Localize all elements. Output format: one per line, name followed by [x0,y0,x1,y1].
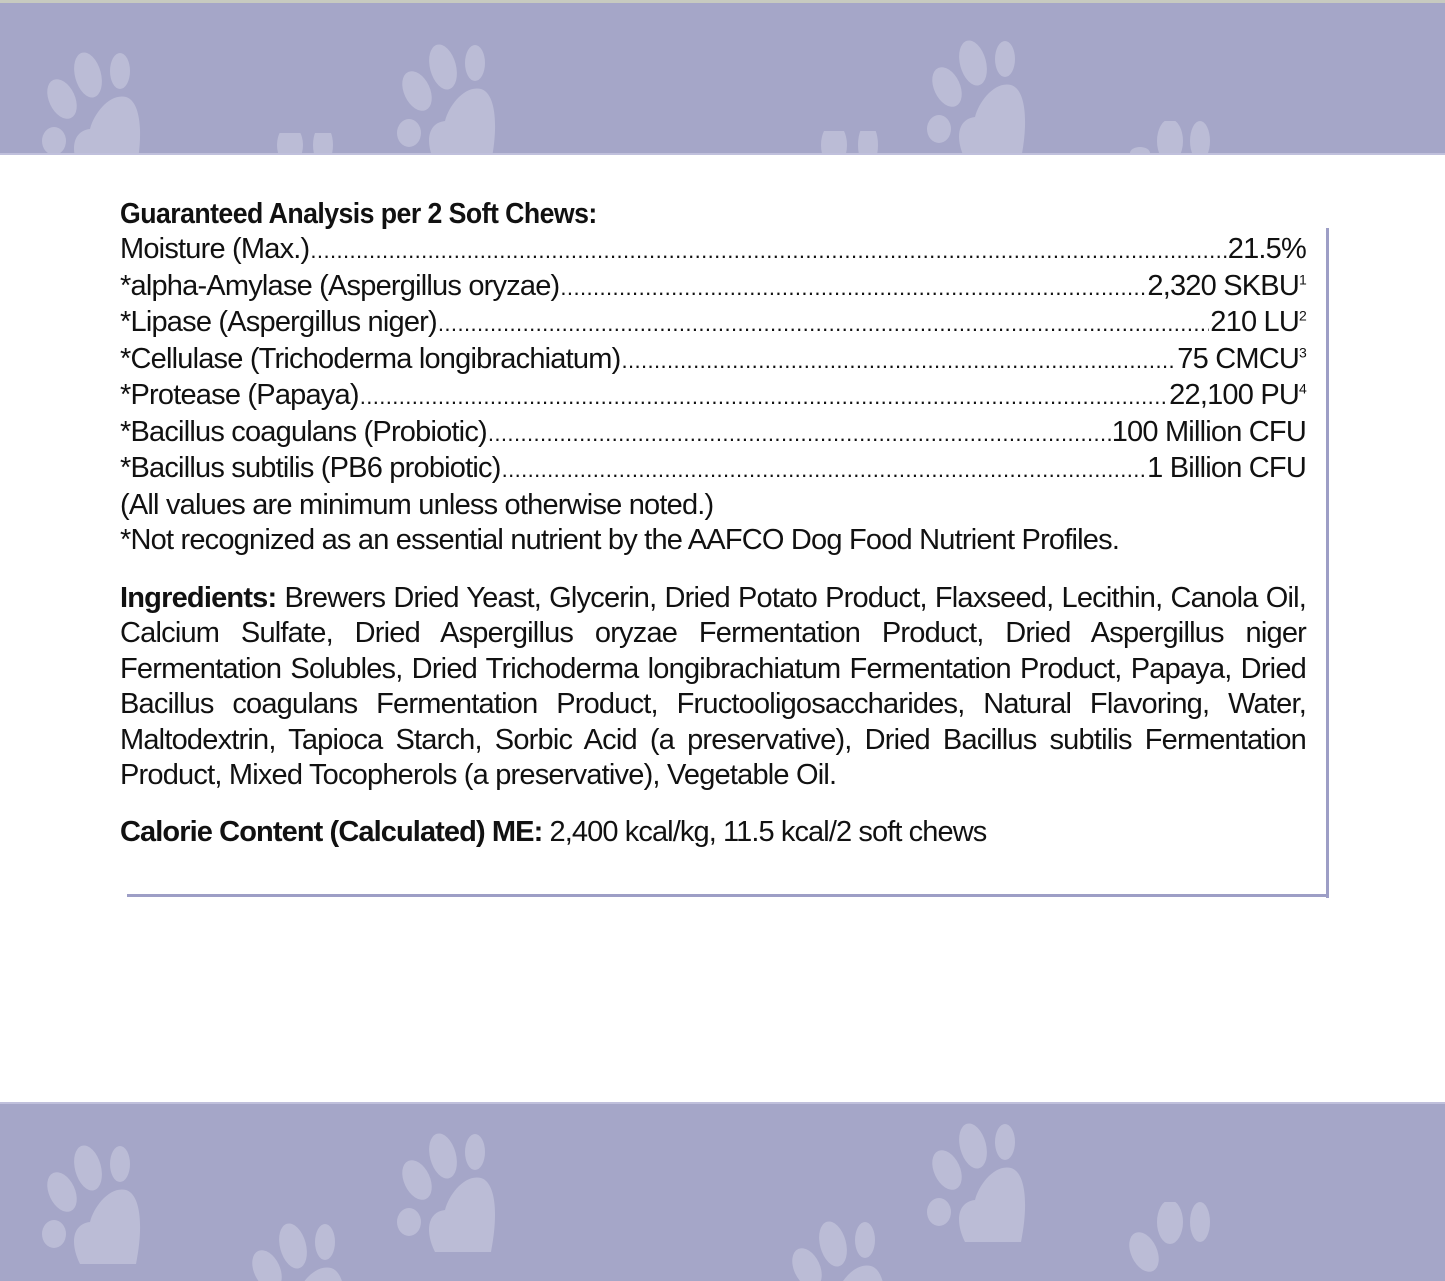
analysis-label: *Lipase (Aspergillus niger) [120,306,437,338]
dot-leader [621,342,1176,379]
analysis-row [120,305,1306,342]
dot-leader [438,305,1209,342]
ingredients-paragraph [120,581,1306,794]
paw-heart-icon [925,1122,1035,1242]
paw-heart-icon [245,1222,355,1281]
panel-right-border [1326,228,1329,898]
analysis-row [120,415,1306,452]
paw-heart-icon [1100,121,1210,155]
analysis-row [120,232,1306,269]
dot-leader [310,232,1226,269]
minimum-values-note: (All values are minimum unless otherwise noted.) [120,488,714,521]
analysis-value: 75 CMCU$^3$ [1177,342,1306,375]
analysis-value: 21.5% [1227,233,1306,265]
paw-heart-icon [1100,1202,1210,1281]
analysis-label: *Bacillus coagulans (Probiotic) [120,415,487,448]
paw-heart-icon [925,39,1035,155]
paw-heart-icon [40,51,150,155]
paw-heart-icon [265,133,375,155]
dot-leader [560,269,1146,306]
analysis-label: Moisture (Max.) [120,233,310,265]
analysis-label: *Bacillus subtilis (PB6 probiotic) [120,452,501,484]
analysis-value: 100 Million CFU [1111,415,1306,448]
calorie-text: 2,400 kcal/kg, 11.5 kcal/2 soft chews [549,815,987,848]
analysis-value: 1 Billion CFU [1147,452,1306,484]
label-content [120,196,1306,850]
analysis-label: *alpha-Amylase (Aspergillus oryzae) [120,269,560,302]
bottom-decorative-band [0,1102,1445,1281]
analysis-row [120,378,1306,415]
dot-leader [488,415,1111,452]
paw-heart-icon [785,1220,895,1281]
paw-heart-icon [40,1144,150,1264]
analysis-row [120,342,1306,379]
analysis-value: 210 $LU^2$ [1210,306,1306,338]
aafco-note: *Not recognized as an essential nutrient by the AAFCO Dog Food Nutrient Profiles. [120,524,1120,556]
guaranteed-analysis-heading: Guaranteed Analysis per 2 Soft Chews: [120,198,597,230]
ingredients-text: Brewers Dried Yeast, Glycerin, Dried Potato Product, Flaxseed, Lecithin, Canola Oil, Calcium Sulfate, Dried Aspergillus oryzae Fermentation Product, Dried Aspergillus niger Fermentation Solubles, Dried Trichoderma longibrachiatum Fermentation Product, Papaya, Dried Bacillus coagulans Fermentation Product, Fructooligosaccharides, Natural Flavoring, Water, Maltodextrin, Tapioca Starch, Sorbic Acid (a preservative), Dried Bacillus subtilis Fermentation Product, Mixed Tocopherols (a preservative), Vegetable Oil. [120,581,1306,791]
dot-leader [360,378,1168,415]
paw-heart-icon [395,43,505,155]
ingredients-label: Ingredients: [120,581,277,614]
analysis-label: *Protease (Papaya) [120,379,359,411]
analysis-value: 22,100 $PU^4$ [1169,379,1306,411]
paw-heart-icon [808,131,918,155]
panel-bottom-border [127,894,1329,897]
calorie-content [120,814,1306,850]
analysis-row [120,269,1306,306]
analysis-row [120,451,1306,488]
dot-leader [502,451,1147,488]
analysis-value: 2,320 SKBU$^1$ [1147,269,1306,302]
paw-heart-icon [395,1132,505,1252]
calorie-label: Calorie Content (Calculated) ME: [120,815,543,848]
analysis-table [120,232,1306,488]
analysis-label: *Cellulase (Trichoderma longibrachiatum) [120,342,621,375]
top-decorative-band [0,0,1445,155]
